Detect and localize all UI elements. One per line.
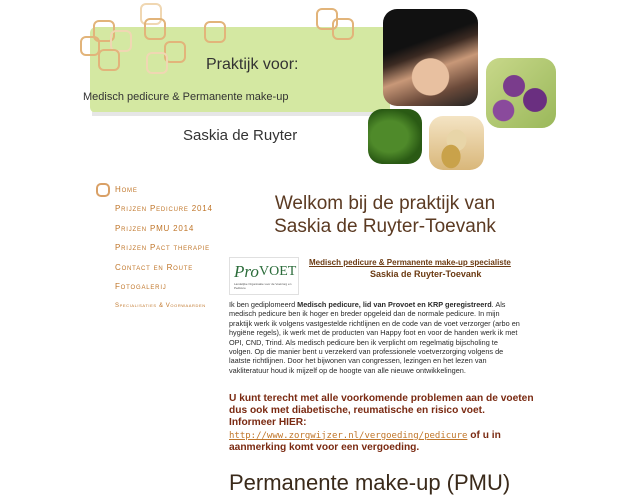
intro-bold: Medisch pedicure, lid van Provoet en KRP geregistreerd (297, 300, 492, 309)
nav-item-prijzen-pedicure[interactable]: Prijzen Pedicure 2014 (115, 204, 213, 214)
zorgwijzer-link[interactable]: http://www.zorgwijzer.nl/vergoeding/pedicure (229, 430, 468, 441)
provoet-logo (229, 257, 299, 295)
welcome-line-2: Saskia de Ruyter-Toevank (274, 216, 496, 237)
home-marker-icon (96, 183, 110, 197)
intro-paragraph (229, 300, 521, 375)
nav-item-prijzen-pmu[interactable]: Prijzen PMU 2014 (115, 223, 195, 233)
nav-item-specialisaties[interactable]: Specialisaties & Voorwaarden (115, 303, 206, 310)
banner-shadow (92, 112, 390, 116)
nav-item-fotogalerij[interactable]: Fotogalerij (115, 281, 167, 291)
stones-photo (429, 116, 484, 170)
deco-ring-icon (98, 49, 120, 71)
orchid-photo (486, 58, 556, 128)
deco-ring-icon (144, 18, 166, 40)
logo-pro-text: Pro (234, 262, 259, 281)
deco-ring-icon (146, 52, 168, 74)
specialist-name: Saskia de Ruyter-Toevank (370, 269, 482, 279)
nav-item-home[interactable]: Home (115, 185, 138, 194)
page-title: Praktijk voor: (206, 56, 299, 73)
callout-text-end: of u in aanmerking komt voor een vergoeding. (229, 429, 501, 453)
deco-ring-icon (332, 18, 354, 40)
sidebar-nav (115, 184, 213, 320)
nav-item-prijzen-pact[interactable]: Prijzen Pact therapie (115, 243, 210, 253)
deco-ring-icon (80, 36, 100, 56)
welcome-heading (240, 192, 530, 238)
massage-photo (383, 9, 478, 106)
section-heading-pmu: Permanente make-up (PMU) (229, 470, 511, 495)
page-subtitle: Medisch pedicure & Permanente make-up (83, 91, 289, 103)
deco-ring-icon (204, 21, 226, 43)
logo-voet-text: VOET (259, 264, 297, 279)
nav-item-contact[interactable]: Contact en Route (115, 262, 194, 272)
intro-rest: . Als medisch pedicure ben ik hoger en breder opgeleid dan de normale pedicure. In mijn praktijk werk ik volgens vastgestelde richtlijnen en de code van de voet verzorger (arbo en hygiëne regels), ik werk met de producten van Happy foot en voor de handen werk ik met OPI, CND, Trind. Als medisch pedicure ben ik verplicht om regelmatig bijscholing te volgen. Op die manier bent u verzekerd van professionele voetverzorging volgens de laatste richtlijnen. Door het bijwonen van congressen, lezingen en het lezen van vakliteratuur houd ik mijzelf op de hoogte van alle nieuwe ontwikkelingen. (229, 300, 520, 375)
leaf-photo (368, 109, 422, 164)
intro-text: Ik ben gediplomeerd (229, 300, 298, 309)
reimbursement-callout (229, 393, 534, 454)
specialist-title: Medisch pedicure & Permanente make-up specialiste (309, 258, 511, 267)
callout-text: U kunt terecht met alle voorkomende problemen aan de voeten dus ook met diabetische, reumatische en risico voet. Informeer HIER: (229, 393, 534, 429)
owner-name: Saskia de Ruyter (183, 127, 298, 144)
logo-subtext: Landelijke Organisatie voor de Voetzorg en Pedicure (234, 282, 292, 290)
welcome-line-1: Welkom bij de praktijk van (274, 193, 496, 214)
